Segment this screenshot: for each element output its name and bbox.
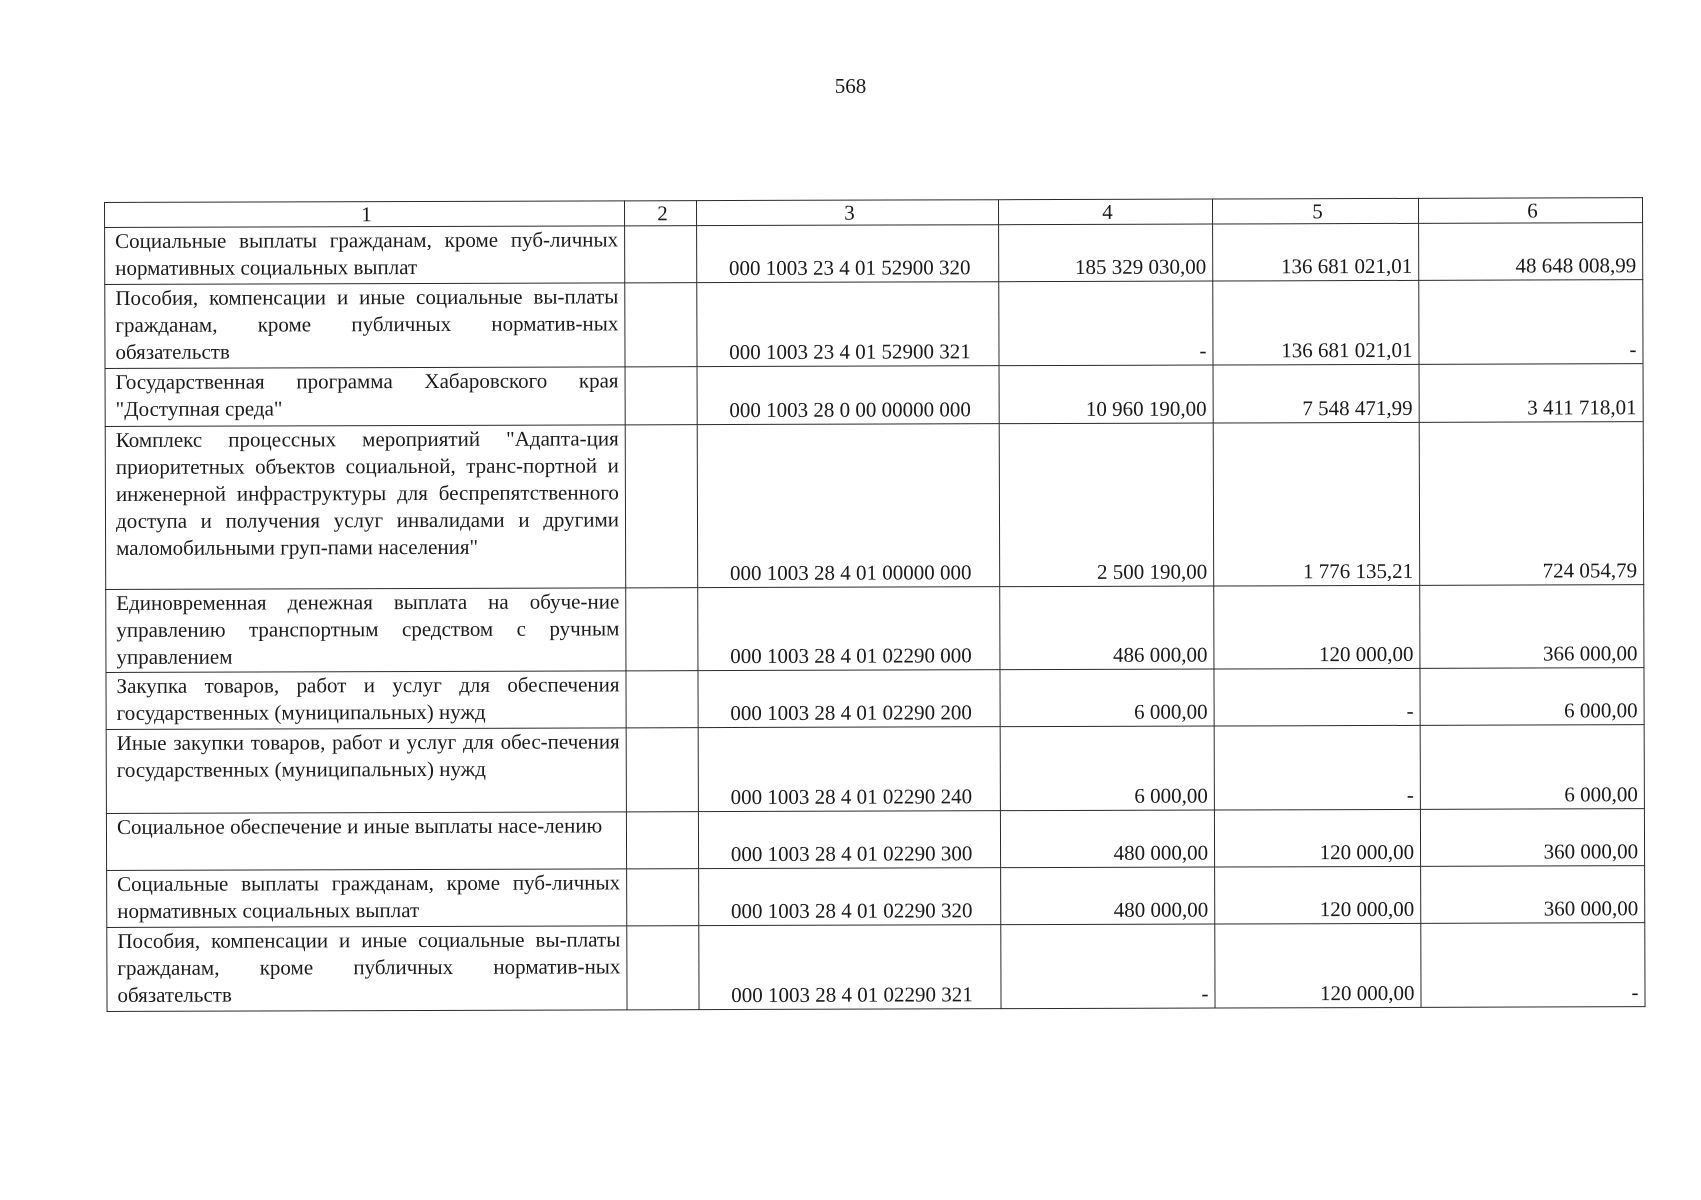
- row-value-4: -: [999, 281, 1213, 366]
- row-name: Государственная программа Хабаровского края "Доступная среда": [105, 367, 625, 427]
- row-value-4: 486 000,00: [1000, 586, 1214, 670]
- row-name: Единовременная денежная выплата на обуче-ние управлению транспортным средством с ручным управлением: [106, 588, 626, 673]
- row-value-6: 724 054,79: [1419, 422, 1644, 586]
- row-value-5: -: [1214, 668, 1420, 726]
- row-value-5: 120 000,00: [1215, 866, 1421, 924]
- table-row: [105, 223, 1643, 285]
- row-value-6: 6 000,00: [1420, 668, 1644, 726]
- row-col2: [625, 425, 698, 588]
- row-value-4: 480 000,00: [1001, 867, 1215, 925]
- row-code: 000 1003 28 0 00 00000 000: [697, 366, 999, 425]
- row-value-5: 136 681 021,01: [1213, 280, 1419, 365]
- row-col2: [627, 869, 699, 926]
- row-value-5: 120 000,00: [1215, 923, 1421, 1008]
- row-name: Иные закупки товаров, работ и услуг для обес-печения государственных (муниципальных) нужд: [106, 728, 626, 814]
- row-code: 000 1003 28 4 01 02290 321: [699, 925, 1001, 1010]
- row-value-5: 1 776 135,21: [1213, 422, 1420, 586]
- row-name: Пособия, компенсации и иные социальные вы-платы гражданам, кроме публичных норматив-ных обязательств: [107, 926, 627, 1012]
- column-header-6: 6: [1418, 198, 1642, 224]
- table-row: [105, 280, 1643, 369]
- row-value-4: 6 000,00: [1000, 669, 1214, 727]
- row-code: 000 1003 28 4 01 02290 000: [698, 587, 1000, 671]
- row-code: 000 1003 23 4 01 52900 320: [697, 225, 999, 283]
- row-value-4: 2 500 190,00: [999, 423, 1214, 587]
- row-code: 000 1003 28 4 01 00000 000: [697, 424, 1000, 588]
- row-name: Социальные выплаты гражданам, кроме пуб-личных нормативных социальных выплат: [107, 869, 627, 928]
- row-col2: [626, 728, 698, 812]
- budget-table: [104, 197, 1646, 1012]
- row-value-4: -: [1001, 924, 1215, 1009]
- row-col2: [625, 226, 697, 283]
- row-col2: [626, 671, 698, 728]
- row-code: 000 1003 28 4 01 02290 320: [699, 868, 1001, 926]
- row-value-6: 360 000,00: [1421, 866, 1645, 924]
- column-header-4: 4: [998, 199, 1212, 225]
- table-row: [107, 923, 1645, 1012]
- column-header-3: 3: [696, 200, 998, 226]
- row-name: Пособия, компенсации и иные социальные вы-платы гражданам, кроме публичных норматив-ных обязательств: [105, 283, 625, 369]
- row-name: Закупка товаров, работ и услуг для обеспечения государственных (муниципальных) нужд: [106, 671, 626, 730]
- row-code: 000 1003 28 4 01 02290 200: [698, 670, 1000, 728]
- row-value-5: 120 000,00: [1214, 585, 1420, 669]
- page-number: 568: [834, 74, 867, 98]
- row-value-5: 136 681 021,01: [1213, 223, 1419, 281]
- column-header-1: 1: [105, 201, 625, 228]
- row-value-6: 3 411 718,01: [1419, 364, 1643, 423]
- row-value-6: 360 000,00: [1420, 809, 1644, 867]
- row-value-6: 366 000,00: [1420, 585, 1644, 669]
- table-row: [105, 422, 1644, 590]
- column-header-2: 2: [624, 201, 696, 226]
- row-value-5: 120 000,00: [1214, 809, 1420, 867]
- row-code: 000 1003 28 4 01 02290 300: [698, 811, 1000, 869]
- row-value-6: 6 000,00: [1420, 725, 1644, 810]
- row-name: Социальное обеспечение и иные выплаты насе-лению: [106, 812, 626, 871]
- row-value-6: -: [1421, 923, 1645, 1008]
- table-row: [106, 668, 1644, 730]
- table-row: [105, 364, 1643, 427]
- row-value-4: 185 329 030,00: [999, 224, 1213, 282]
- row-code: 000 1003 28 4 01 02290 240: [698, 727, 1000, 812]
- row-col2: [626, 812, 698, 869]
- row-col2: [625, 283, 697, 367]
- row-value-5: -: [1214, 725, 1420, 810]
- row-value-4: 10 960 190,00: [999, 365, 1213, 424]
- row-value-6: -: [1419, 280, 1643, 365]
- table-row: [107, 866, 1645, 928]
- row-value-6: 48 648 008,99: [1419, 223, 1643, 281]
- row-code: 000 1003 23 4 01 52900 321: [697, 282, 999, 367]
- row-col2: [625, 367, 697, 425]
- table-row: [106, 809, 1644, 871]
- row-col2: [626, 588, 698, 671]
- table-row: [106, 725, 1644, 814]
- row-value-4: 480 000,00: [1000, 810, 1214, 868]
- column-header-5: 5: [1212, 198, 1418, 224]
- row-value-4: 6 000,00: [1000, 726, 1214, 811]
- row-name: Комплекс процессных мероприятий "Адапта-ция приоритетных объектов социальной, транс-портной и инженерной инфраструктуры для беспрепятственного доступа и получения услуг инвалидами и другими маломобильными груп-пами населения": [105, 425, 626, 590]
- row-value-5: 7 548 471,99: [1213, 364, 1419, 423]
- table-row: [106, 585, 1644, 673]
- row-name: Социальные выплаты гражданам, кроме пуб-личных нормативных социальных выплат: [105, 226, 625, 285]
- row-col2: [627, 926, 699, 1010]
